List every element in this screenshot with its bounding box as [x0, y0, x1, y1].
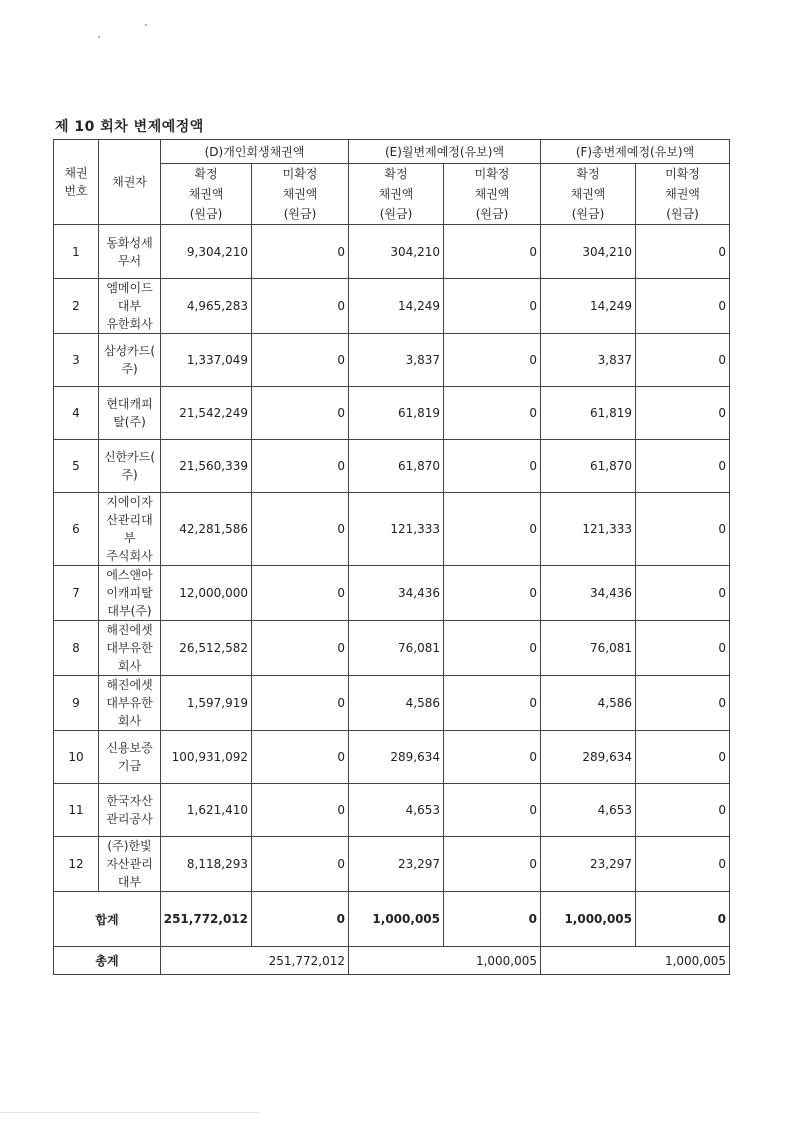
total-e: 1,000,005	[349, 947, 541, 975]
creditor-no: 7	[54, 566, 99, 621]
creditor-name: 엠메이드 대부 유한회사	[99, 279, 161, 334]
header-creditor: 채권자	[99, 140, 161, 225]
amount-e-confirmed: 304,210	[349, 225, 444, 279]
table-row	[54, 493, 730, 566]
creditor-name: 신한카드( 주)	[99, 440, 161, 493]
amount-d-unconfirmed: 0	[252, 279, 349, 334]
total-d: 251,772,012	[161, 947, 349, 975]
creditor-no: 12	[54, 837, 99, 892]
repayment-table	[53, 139, 730, 975]
amount-f-confirmed: 3,837	[541, 334, 636, 387]
total-f: 1,000,005	[541, 947, 730, 975]
amount-d-confirmed: 12,000,000	[161, 566, 252, 621]
amount-f-confirmed: 121,333	[541, 493, 636, 566]
table-row	[54, 387, 730, 440]
creditor-no: 6	[54, 493, 99, 566]
table-row	[54, 784, 730, 837]
amount-e-unconfirmed: 0	[444, 387, 541, 440]
amount-e-unconfirmed: 0	[444, 440, 541, 493]
amount-f-unconfirmed: 0	[636, 387, 730, 440]
amount-d-confirmed: 8,118,293	[161, 837, 252, 892]
creditor-no: 11	[54, 784, 99, 837]
amount-f-confirmed: 23,297	[541, 837, 636, 892]
creditor-no: 5	[54, 440, 99, 493]
amount-f-unconfirmed: 0	[636, 225, 730, 279]
amount-e-unconfirmed: 0	[444, 837, 541, 892]
amount-e-confirmed: 4,653	[349, 784, 444, 837]
amount-d-unconfirmed: 0	[252, 334, 349, 387]
creditor-no: 4	[54, 387, 99, 440]
subtotal-d-confirmed: 251,772,012	[161, 892, 252, 947]
creditor-no: 1	[54, 225, 99, 279]
creditor-no: 2	[54, 279, 99, 334]
header-group-e: (E)월변제예정(유보)액	[349, 140, 541, 164]
amount-f-unconfirmed: 0	[636, 279, 730, 334]
subtotal-d-unconfirmed: 0	[252, 892, 349, 947]
amount-d-confirmed: 1,597,919	[161, 676, 252, 731]
amount-f-confirmed: 61,870	[541, 440, 636, 493]
amount-f-unconfirmed: 0	[636, 731, 730, 784]
amount-e-unconfirmed: 0	[444, 334, 541, 387]
amount-f-confirmed: 61,819	[541, 387, 636, 440]
amount-d-confirmed: 4,965,283	[161, 279, 252, 334]
header-e-confirmed: 확정 채권액 (원금)	[349, 164, 444, 225]
creditor-name: (주)한빛 자산관리 대부	[99, 837, 161, 892]
total-label: 총계	[54, 947, 161, 975]
creditor-name: 삼성카드( 주)	[99, 334, 161, 387]
header-d-confirmed: 확정 채권액 (원금)	[161, 164, 252, 225]
amount-e-unconfirmed: 0	[444, 279, 541, 334]
amount-e-confirmed: 3,837	[349, 334, 444, 387]
table-row	[54, 731, 730, 784]
table-row	[54, 440, 730, 493]
amount-d-unconfirmed: 0	[252, 566, 349, 621]
table-row	[54, 621, 730, 676]
amount-e-confirmed: 4,586	[349, 676, 444, 731]
amount-d-unconfirmed: 0	[252, 676, 349, 731]
amount-e-confirmed: 61,870	[349, 440, 444, 493]
creditor-name: 현대캐피 탈(주)	[99, 387, 161, 440]
page-title: 제 10 회차 변제예정액	[55, 119, 204, 135]
scan-artifact-line	[0, 1112, 260, 1113]
subtotal-f-unconfirmed: 0	[636, 892, 730, 947]
header-group-f: (F)총변제예정(유보)액	[541, 140, 730, 164]
amount-d-unconfirmed: 0	[252, 837, 349, 892]
header-d-unconfirmed: 미확정 채권액 (원금)	[252, 164, 349, 225]
amount-d-unconfirmed: 0	[252, 387, 349, 440]
amount-d-confirmed: 42,281,586	[161, 493, 252, 566]
amount-f-confirmed: 76,081	[541, 621, 636, 676]
header-f-confirmed: 확정 채권액 (원금)	[541, 164, 636, 225]
amount-e-confirmed: 76,081	[349, 621, 444, 676]
amount-d-confirmed: 1,337,049	[161, 334, 252, 387]
amount-d-confirmed: 26,512,582	[161, 621, 252, 676]
amount-e-confirmed: 61,819	[349, 387, 444, 440]
amount-e-unconfirmed: 0	[444, 784, 541, 837]
amount-e-confirmed: 34,436	[349, 566, 444, 621]
amount-d-unconfirmed: 0	[252, 621, 349, 676]
amount-f-unconfirmed: 0	[636, 621, 730, 676]
creditor-name: 신용보증 기금	[99, 731, 161, 784]
amount-f-confirmed: 289,634	[541, 731, 636, 784]
table-row	[54, 334, 730, 387]
amount-f-unconfirmed: 0	[636, 334, 730, 387]
amount-f-confirmed: 14,249	[541, 279, 636, 334]
header-f-unconfirmed: 미확정 채권액 (원금)	[636, 164, 730, 225]
amount-d-unconfirmed: 0	[252, 440, 349, 493]
creditor-name: 해진에셋 대부유한 회사	[99, 676, 161, 731]
subtotal-e-unconfirmed: 0	[444, 892, 541, 947]
creditor-no: 3	[54, 334, 99, 387]
amount-f-confirmed: 4,653	[541, 784, 636, 837]
amount-d-unconfirmed: 0	[252, 493, 349, 566]
amount-f-confirmed: 304,210	[541, 225, 636, 279]
subtotal-f-confirmed: 1,000,005	[541, 892, 636, 947]
creditor-no: 9	[54, 676, 99, 731]
header-creditor-no: 채권 번호	[54, 140, 99, 225]
amount-f-unconfirmed: 0	[636, 493, 730, 566]
amount-f-confirmed: 34,436	[541, 566, 636, 621]
creditor-name: 한국자산 관리공사	[99, 784, 161, 837]
amount-e-unconfirmed: 0	[444, 493, 541, 566]
creditor-no: 8	[54, 621, 99, 676]
scan-speck	[145, 24, 147, 26]
amount-d-unconfirmed: 0	[252, 784, 349, 837]
amount-f-unconfirmed: 0	[636, 837, 730, 892]
subtotal-e-confirmed: 1,000,005	[349, 892, 444, 947]
amount-e-confirmed: 121,333	[349, 493, 444, 566]
table-row	[54, 837, 730, 892]
table-row	[54, 676, 730, 731]
table-row	[54, 279, 730, 334]
scan-speck	[98, 36, 100, 38]
creditor-name: 에스앤아 이캐피탈 대부(주)	[99, 566, 161, 621]
creditor-name: 지에이자 산관리대 부 주식회사	[99, 493, 161, 566]
table-row	[54, 566, 730, 621]
table-row	[54, 225, 730, 279]
amount-d-confirmed: 1,621,410	[161, 784, 252, 837]
amount-d-unconfirmed: 0	[252, 225, 349, 279]
header-group-d: (D)개인회생채권액	[161, 140, 349, 164]
amount-d-confirmed: 100,931,092	[161, 731, 252, 784]
amount-d-confirmed: 21,542,249	[161, 387, 252, 440]
amount-f-unconfirmed: 0	[636, 566, 730, 621]
creditor-name: 해진에셋 대부유한 회사	[99, 621, 161, 676]
creditor-no: 10	[54, 731, 99, 784]
amount-d-confirmed: 21,560,339	[161, 440, 252, 493]
subtotal-label: 합계	[54, 892, 161, 947]
amount-e-confirmed: 14,249	[349, 279, 444, 334]
header-e-unconfirmed: 미확정 채권액 (원금)	[444, 164, 541, 225]
amount-f-unconfirmed: 0	[636, 440, 730, 493]
amount-e-unconfirmed: 0	[444, 566, 541, 621]
creditor-name: 동화성세 무서	[99, 225, 161, 279]
amount-e-unconfirmed: 0	[444, 676, 541, 731]
amount-f-unconfirmed: 0	[636, 676, 730, 731]
amount-d-unconfirmed: 0	[252, 731, 349, 784]
amount-d-confirmed: 9,304,210	[161, 225, 252, 279]
amount-e-unconfirmed: 0	[444, 225, 541, 279]
amount-e-unconfirmed: 0	[444, 731, 541, 784]
amount-f-confirmed: 4,586	[541, 676, 636, 731]
amount-e-unconfirmed: 0	[444, 621, 541, 676]
amount-f-unconfirmed: 0	[636, 784, 730, 837]
amount-e-confirmed: 23,297	[349, 837, 444, 892]
amount-e-confirmed: 289,634	[349, 731, 444, 784]
